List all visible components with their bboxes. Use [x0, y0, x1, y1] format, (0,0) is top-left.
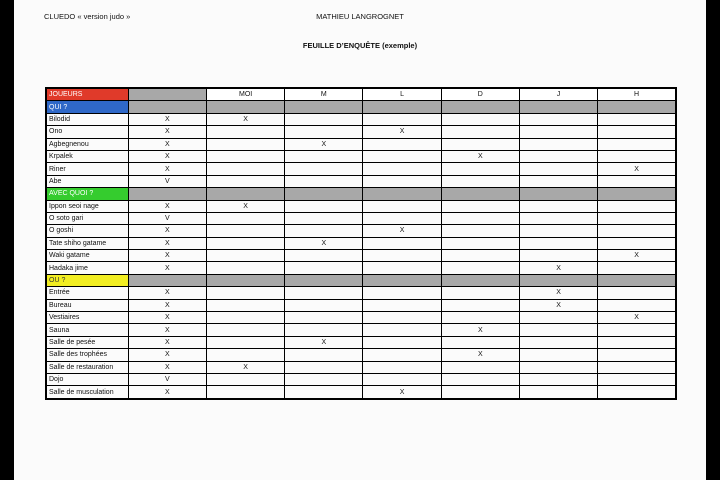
section-header-row [46, 274, 676, 286]
mark-cell-moi [206, 250, 284, 262]
mark-cell-l [363, 212, 441, 224]
mark-cell-l [363, 336, 441, 348]
mark-cell-d [441, 312, 519, 324]
mark-cell-d [441, 336, 519, 348]
section-bar-cell [206, 101, 284, 113]
section-bar-cell [598, 274, 676, 286]
mark-cell-j [519, 237, 597, 249]
mark-cell-moi: X [206, 200, 284, 212]
section-bar-cell [519, 101, 597, 113]
mark-cell-d [441, 386, 519, 399]
mark-cell-l [363, 200, 441, 212]
table-row [46, 150, 676, 162]
row-name: Waki gatame [46, 250, 128, 262]
status-column-header [128, 88, 206, 101]
row-name: Salle de pesée [46, 336, 128, 348]
row-status: X [128, 312, 206, 324]
section-bar-cell [363, 274, 441, 286]
mark-cell-l: X [363, 126, 441, 138]
row-name: Hadaka jime [46, 262, 128, 274]
mark-cell-l [363, 324, 441, 336]
table-row [46, 163, 676, 175]
row-status: X [128, 349, 206, 361]
row-name: Krpalek [46, 150, 128, 162]
mark-cell-h: X [598, 312, 676, 324]
mark-cell-j [519, 373, 597, 385]
section-bar-cell [598, 188, 676, 200]
mark-cell-j [519, 212, 597, 224]
mark-cell-moi [206, 262, 284, 274]
mark-cell-j [519, 163, 597, 175]
table-row [46, 373, 676, 385]
mark-cell-d [441, 212, 519, 224]
mark-cell-d [441, 237, 519, 249]
mark-cell-h [598, 262, 676, 274]
mark-cell-j [519, 200, 597, 212]
mark-cell-l [363, 163, 441, 175]
mark-cell-d: X [441, 150, 519, 162]
table-row [46, 349, 676, 361]
mark-cell-moi [206, 212, 284, 224]
mark-cell-j: X [519, 299, 597, 311]
section-bar-cell [206, 274, 284, 286]
mark-cell-m [285, 163, 363, 175]
mark-cell-d [441, 262, 519, 274]
player-header-m: M [285, 88, 363, 101]
row-status: X [128, 361, 206, 373]
mark-cell-l: X [363, 225, 441, 237]
mark-cell-h [598, 324, 676, 336]
mark-cell-h [598, 336, 676, 348]
mark-cell-l [363, 150, 441, 162]
document-page [14, 0, 706, 480]
table-row [46, 250, 676, 262]
players-header-row [46, 88, 676, 101]
row-name: Salle de restauration [46, 361, 128, 373]
table-row [46, 262, 676, 274]
table-row [46, 361, 676, 373]
section-label: QUI ? [46, 101, 128, 113]
section-bar-cell [441, 101, 519, 113]
mark-cell-moi [206, 126, 284, 138]
section-bar-cell [128, 274, 206, 286]
row-status: X [128, 262, 206, 274]
mark-cell-j [519, 138, 597, 150]
table-row [46, 225, 676, 237]
mark-cell-h [598, 126, 676, 138]
mark-cell-moi [206, 237, 284, 249]
mark-cell-d [441, 200, 519, 212]
photo-frame-right [706, 0, 720, 480]
mark-cell-j [519, 386, 597, 399]
row-name: Bilodid [46, 113, 128, 125]
mark-cell-m [285, 361, 363, 373]
player-header-h: H [598, 88, 676, 101]
mark-cell-moi: X [206, 113, 284, 125]
section-label: OU ? [46, 274, 128, 286]
section-bar-cell [519, 188, 597, 200]
mark-cell-d [441, 299, 519, 311]
mark-cell-h [598, 361, 676, 373]
row-name: Dojo [46, 373, 128, 385]
mark-cell-h [598, 386, 676, 399]
section-bar-cell [519, 274, 597, 286]
player-header-j: J [519, 88, 597, 101]
mark-cell-moi [206, 349, 284, 361]
row-name: Entrée [46, 287, 128, 299]
mark-cell-j [519, 349, 597, 361]
mark-cell-m [285, 386, 363, 399]
section-bar-cell [285, 274, 363, 286]
mark-cell-l [363, 312, 441, 324]
mark-cell-moi [206, 324, 284, 336]
players-label: JOUEURS [46, 88, 128, 101]
document-title: FEUILLE D’ENQUÊTE (exemple) [302, 41, 418, 50]
row-status: X [128, 225, 206, 237]
row-status: X [128, 336, 206, 348]
mark-cell-moi: X [206, 361, 284, 373]
mark-cell-moi [206, 175, 284, 187]
mark-cell-m: X [285, 336, 363, 348]
mark-cell-m [285, 212, 363, 224]
mark-cell-m [285, 126, 363, 138]
mark-cell-moi [206, 336, 284, 348]
mark-cell-d [441, 126, 519, 138]
section-bar-cell [598, 101, 676, 113]
row-name: Abe [46, 175, 128, 187]
mark-cell-moi [206, 287, 284, 299]
table-row [46, 287, 676, 299]
mark-cell-m [285, 373, 363, 385]
player-header-d: D [441, 88, 519, 101]
mark-cell-h [598, 299, 676, 311]
mark-cell-h [598, 237, 676, 249]
mark-cell-h [598, 225, 676, 237]
section-label: AVEC QUOI ? [46, 188, 128, 200]
row-status: V [128, 175, 206, 187]
mark-cell-l [363, 138, 441, 150]
mark-cell-moi [206, 150, 284, 162]
row-status: X [128, 324, 206, 336]
mark-cell-h [598, 175, 676, 187]
table-row [46, 200, 676, 212]
mark-cell-j [519, 175, 597, 187]
mark-cell-l [363, 299, 441, 311]
mark-cell-l [363, 349, 441, 361]
mark-cell-h [598, 138, 676, 150]
mark-cell-l [363, 113, 441, 125]
mark-cell-m [285, 349, 363, 361]
mark-cell-moi [206, 373, 284, 385]
mark-cell-moi [206, 386, 284, 399]
row-status: X [128, 237, 206, 249]
row-status: X [128, 287, 206, 299]
mark-cell-j: X [519, 287, 597, 299]
mark-cell-h [598, 287, 676, 299]
mark-cell-j: X [519, 262, 597, 274]
table-row [46, 126, 676, 138]
mark-cell-h: X [598, 163, 676, 175]
mark-cell-m [285, 287, 363, 299]
row-status: X [128, 138, 206, 150]
row-name: Vestiaires [46, 312, 128, 324]
mark-cell-l [363, 262, 441, 274]
section-bar-cell [441, 274, 519, 286]
mark-cell-l [363, 175, 441, 187]
mark-cell-h [598, 200, 676, 212]
row-name: O soto gari [46, 212, 128, 224]
mark-cell-d [441, 287, 519, 299]
mark-cell-d [441, 175, 519, 187]
mark-cell-h: X [598, 250, 676, 262]
section-bar-cell [363, 101, 441, 113]
table-row [46, 312, 676, 324]
mark-cell-j [519, 336, 597, 348]
mark-cell-moi [206, 225, 284, 237]
mark-cell-m: X [285, 237, 363, 249]
mark-cell-l [363, 373, 441, 385]
table-row [46, 324, 676, 336]
row-status: X [128, 126, 206, 138]
mark-cell-j [519, 150, 597, 162]
section-bar-cell [128, 188, 206, 200]
mark-cell-h [598, 150, 676, 162]
table-row [46, 336, 676, 348]
row-status: X [128, 113, 206, 125]
row-name: Agbegnenou [46, 138, 128, 150]
mark-cell-d [441, 113, 519, 125]
row-name: Ippon seoi nage [46, 200, 128, 212]
table-row [46, 299, 676, 311]
mark-cell-j [519, 126, 597, 138]
mark-cell-l [363, 250, 441, 262]
row-status: V [128, 373, 206, 385]
mark-cell-h [598, 349, 676, 361]
row-name: Ono [46, 126, 128, 138]
mark-cell-j [519, 312, 597, 324]
mark-cell-h [598, 212, 676, 224]
mark-cell-j [519, 324, 597, 336]
row-name: Bureau [46, 299, 128, 311]
table-row [46, 113, 676, 125]
row-name: Tate shiho gatame [46, 237, 128, 249]
row-status: X [128, 250, 206, 262]
investigation-sheet-table [45, 87, 677, 400]
mark-cell-d [441, 361, 519, 373]
photo-frame-left [0, 0, 14, 480]
section-bar-cell [441, 188, 519, 200]
mark-cell-m: X [285, 138, 363, 150]
mark-cell-d: X [441, 349, 519, 361]
mark-cell-d [441, 373, 519, 385]
mark-cell-m [285, 113, 363, 125]
mark-cell-moi [206, 299, 284, 311]
mark-cell-l [363, 237, 441, 249]
player-header-l: L [363, 88, 441, 101]
mark-cell-l [363, 361, 441, 373]
mark-cell-m [285, 299, 363, 311]
mark-cell-m [285, 225, 363, 237]
mark-cell-d [441, 225, 519, 237]
header-author: MATHIEU LANGROGNET [316, 12, 404, 21]
mark-cell-moi [206, 138, 284, 150]
mark-cell-j [519, 113, 597, 125]
row-status: X [128, 299, 206, 311]
row-status: X [128, 386, 206, 399]
mark-cell-j [519, 250, 597, 262]
row-status: X [128, 200, 206, 212]
row-name: Sauna [46, 324, 128, 336]
row-name: Riner [46, 163, 128, 175]
row-status: V [128, 212, 206, 224]
mark-cell-moi [206, 163, 284, 175]
player-header-moi: MOI [206, 88, 284, 101]
mark-cell-j [519, 361, 597, 373]
row-name: O goshi [46, 225, 128, 237]
section-header-row [46, 101, 676, 113]
mark-cell-m [285, 175, 363, 187]
section-bar-cell [363, 188, 441, 200]
mark-cell-moi [206, 312, 284, 324]
header-left-text: CLUEDO « version judo » [44, 12, 131, 21]
mark-cell-d [441, 163, 519, 175]
row-status: X [128, 150, 206, 162]
mark-cell-l: X [363, 386, 441, 399]
mark-cell-m [285, 262, 363, 274]
table-row [46, 175, 676, 187]
mark-cell-d [441, 138, 519, 150]
section-bar-cell [285, 101, 363, 113]
mark-cell-m [285, 250, 363, 262]
section-bar-cell [285, 188, 363, 200]
mark-cell-m [285, 312, 363, 324]
section-bar-cell [206, 188, 284, 200]
mark-cell-m [285, 324, 363, 336]
row-name: Salle des trophées [46, 349, 128, 361]
mark-cell-m [285, 200, 363, 212]
table-row [46, 138, 676, 150]
section-header-row [46, 188, 676, 200]
mark-cell-h [598, 373, 676, 385]
table-row [46, 386, 676, 399]
section-bar-cell [128, 101, 206, 113]
table-row [46, 237, 676, 249]
mark-cell-m [285, 150, 363, 162]
table-row [46, 212, 676, 224]
mark-cell-j [519, 225, 597, 237]
mark-cell-h [598, 113, 676, 125]
row-status: X [128, 163, 206, 175]
mark-cell-l [363, 287, 441, 299]
mark-cell-d: X [441, 324, 519, 336]
row-name: Salle de musculation [46, 386, 128, 399]
mark-cell-d [441, 250, 519, 262]
